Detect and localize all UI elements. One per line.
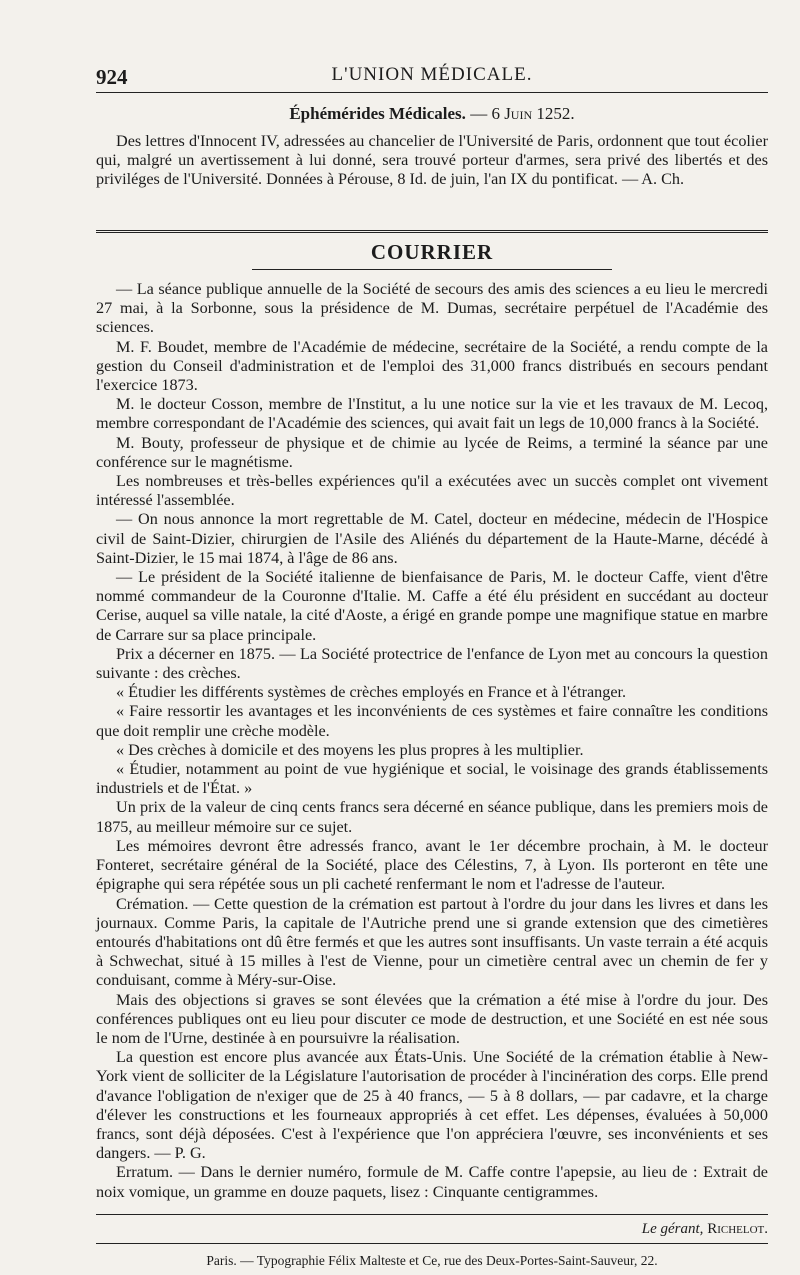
courrier-paragraph: « Étudier les différents systèmes de crèches employés en France et à l'étranger. xyxy=(116,683,627,702)
courrier-paragraph: — On nous annonce la mort regrettable de M. Catel, docteur en médecine, médecin de l'Hospice civil de Saint-Dizier, chirurgien de l'Asile des Aliénés du département de la Haute-Marne, décédé à Saint-Dizier, le 15 mai 1874, à l'âge de 86 ans. xyxy=(96,510,768,567)
signature-name: Richelot. xyxy=(707,1221,768,1237)
page-number: 924 xyxy=(96,65,128,89)
courrier-paragraph: M. Bouty, professeur de physique et de chimie au lycée de Reims, a terminé la séance par une conférence sur le magnétisme. xyxy=(96,433,768,471)
courrier-paragraph: Erratum. — Dans le dernier numéro, formule de M. Caffe contre l'apepsie, au lieu de : Extrait de noix vomique, un gramme en douze paquets, lisez : Cinquante centigrammes. xyxy=(96,1163,768,1201)
courrier-paragraph: M. F. Boudet, membre de l'Académie de médecine, secrétaire de la Société, a rendu compte de la gestion du Conseil d'administration et de l'emploi des 31,000 francs distribués en secours pendant l'exercice 1873. xyxy=(96,337,768,395)
courrier-section xyxy=(96,240,768,1202)
courrier-paragraph: « Faire ressortir les avantages et les inconvénients de ces systèmes et faire connaître les conditions que doit remplir une crèche modèle. xyxy=(96,702,768,740)
courrier-paragraph: — Le président de la Société italienne de bienfaisance de Paris, M. le docteur Caffe, vient d'être nommé commandeur de la Couronne d'Italie. M. Caffe a été élu président en succédant au docteur Cerise, auquel sa ville natale, la cité d'Aoste, a érigé en grande pompe une magnifique statue en marbre de Carrare sur sa place principale. xyxy=(96,568,768,644)
courrier-paragraph: « Des crèches à domicile et des moyens les plus propres à les multiplier. xyxy=(116,740,584,759)
ephemerides-section xyxy=(96,104,768,190)
ephemerides-text: Des lettres d'Innocent IV, adressées au chancelier de l'Université de Paris, ordonnent que tout écolier qui, malgré un avertissement à lui donné, sera trouvé porteur d'armes, sera privé des libertés et des priviléges de l'Université. Données à Pérouse, 8 Id. de juin, l'an IX du pontificat. — A. Ch. xyxy=(96,132,768,189)
section-double-rule xyxy=(96,230,768,233)
courrier-paragraph: Les nombreuses et très-belles expériences qu'il a exécutées avec un succès complet ont vivement intéressé l'assemblée. xyxy=(96,472,768,510)
courrier-paragraph: Crémation. — Cette question de la crémation est partout à l'ordre du jour dans les livres et dans les journaux. Comme Paris, la capitale de l'Autriche prend une si grande extension que des cimetières entourés d'habitations ont dû être fermés et que les autres sont insuffisants. Un vaste terrain a été acquis à Schwechat, situé à 15 milles à l'est de Vienne, pour un cimetière central avec un chemin de fer y conduisant, comme à Méry-sur-Oise. xyxy=(96,894,768,990)
footer-rule xyxy=(96,1243,768,1244)
page-header xyxy=(96,58,768,90)
courrier-paragraph: Mais des objections si graves se sont élevées que la crémation a été mise à l'ordre du jour. Des conférences publiques ont eu lieu pour discuter ce mode de destruction, et une Société en est née sous le nom de l'Urne, destinée à en poursuivre la réalisation. xyxy=(96,990,768,1047)
courrier-paragraph: M. le docteur Cosson, membre de l'Institut, a lu une notice sur la vie et les travaux de M. Lecoq, membre correspondant de l'Académie des sciences, qui avait fait un legs de 10,000 francs à la Société. xyxy=(96,395,768,433)
ephemerides-heading xyxy=(96,104,768,124)
signature-label: Le gérant, xyxy=(641,1221,704,1237)
signature xyxy=(96,1221,768,1238)
courrier-paragraph: — La séance publique annuelle de la Société de secours des amis des sciences a eu lieu le mercredi 27 mai, à la Sorbonne, sous la présidence de M. Dumas, secrétaire perpétuel de l'Académie des sciences. xyxy=(96,280,768,337)
courrier-paragraph: Les mémoires devront être adressés franco, avant le 1er décembre prochain, à M. le docteur Fonteret, secrétaire général de la Société, place des Célestins, 7, à Lyon. Ils porteront en tête une épigraphe qui sera répétée sous un pli cacheté renfermant le nom et l'adresse de l'auteur. xyxy=(96,836,768,894)
running-title: L'UNION MÉDICALE. xyxy=(331,64,533,85)
signature-block xyxy=(96,1221,768,1238)
courrier-paragraph: La question est encore plus avancée aux États-Unis. Une Société de la crémation établie à New-York vient de solliciter de la Législature l'autorisation de procéder à l'incinération des corps. Elle prend d'avance l'obligation de n'exiger que de 25 à 40 francs, — 5 à 8 dollars, — par cadavre, et la charge d'élever les constructions et les fourneaux appropriés à cet effet. Les dépenses, évaluées à 50,000 francs, sont déjà déposées. C'est à l'expérience que l'on appréciera l'œuvre, ses inconvénients et ses dangers. — P. G. xyxy=(96,1048,768,1163)
title-rule xyxy=(252,269,612,270)
ephemerides-date: — 6 Juin 1252. xyxy=(470,104,575,123)
ephemerides-title: Éphémérides Médicales. xyxy=(289,104,466,123)
courrier-paragraph: « Étudier, notamment au point de vue hygiénique et social, le voisinage des grands établissements industriels et de l'État. » xyxy=(96,760,768,798)
courrier-title: COURRIER xyxy=(370,240,494,264)
courrier-paragraph: Prix a décerner en 1875. — La Société protectrice de l'enfance de Lyon met au concours la question suivante : des crèches. xyxy=(96,644,768,683)
courrier-paragraph: Un prix de la valeur de cinq cents francs sera décerné en séance publique, dans les premiers mois de 1875, au meilleur mémoire sur ce sujet. xyxy=(96,798,768,836)
header-rule xyxy=(96,92,768,93)
printer-footer: Paris. — Typographie Félix Malteste et Ce, rue des Deux-Portes-Saint-Sauveur, 22. xyxy=(206,1253,658,1268)
signature-rule xyxy=(96,1214,768,1215)
